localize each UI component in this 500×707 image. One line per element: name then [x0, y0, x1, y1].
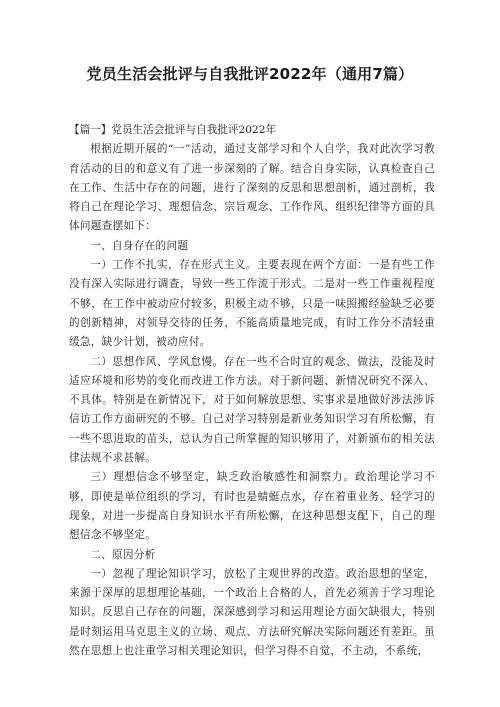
subheading-problems: 一、自身存在的问题 — [90, 239, 189, 252]
section-heading: 【篇一】党员生活会批评与自我批评2022年 — [69, 124, 277, 136]
paragraph-cause-1: 一）忽视了理论知识学习，放松了主观世界的改造。政治思想的坚定，来源于深厚的思想理论基础，一个政治上合格的人，首先必须善于学习理论知识。反思自己存在的问题，深深感到学习和运用理论方面欠缺很大，特别是时刻运用马克思主义的立场、观点、方法研究解决实际问题还有差距。虽然在思想上也注重学习相关理论知识，但学习得不自觉，不主动，不系统， — [69, 567, 435, 658]
document-title: 党员生活会批评与自我批评2022年（通用7篇） — [86, 65, 414, 83]
paragraph-problem-2: 二）思想作风、学风怠慢。存在一些不合时宜的观念、做法，没能及时适应环境和形势的变化而改进工作方法。对于新问题、新情况研究不深入、不具体。特别是在新情况下，对于如何解放思想、实事求是地做好涉法涉诉信访工作方面研究的不够。自己对学习特别是新业务知识学习有所松懈，有一些不思进取的苗头，总认为自己所掌握的知识够用了，对新颁布的相关法律法规不求甚解。 — [69, 355, 435, 465]
paragraph-problem-1: 一）工作不扎实，存在形式主义。主要表现在两个方面：一是有些工作没有深入实际进行调查，导致一些工作流于形式。二是对一些工作重视程度不够，在工作中被动应付较多，积极主动不够，只是一味照搬经验缺乏必要的创新精神，对领导交待的任务，不能高质量地完成，有时工作分不清轻重缓急，缺少计划，被动应付。 — [69, 259, 435, 349]
paragraph-problem-3: 三）理想信念不够坚定，缺乏政治敏感性和洞察力。政治理论学习不够，即使是单位组织的学习，有时也是蜻蜓点水，存在着重业务、轻学习的现象，对进一步提高自身知识水平有所松懈，在这种思想支配下，自己的理想信念不够坚定。 — [69, 471, 435, 542]
document-body — [69, 121, 435, 661]
subheading-causes: 二、原因分析 — [90, 548, 156, 561]
paragraph-intro: 根据近期开展的“一”活动，通过支部学习和个人自学，我对此次学习教育活动的目的和意义有了进一步深刻的了解。结合自身实际，认真检查自己在工作、生活中存在的问题，进行了深刻的反思和思想剖析，通过剖析，我将自己在理论学习、理想信念、宗旨观念、工作作风、组织纪律等方面的具体问题查摆如下： — [69, 143, 435, 233]
